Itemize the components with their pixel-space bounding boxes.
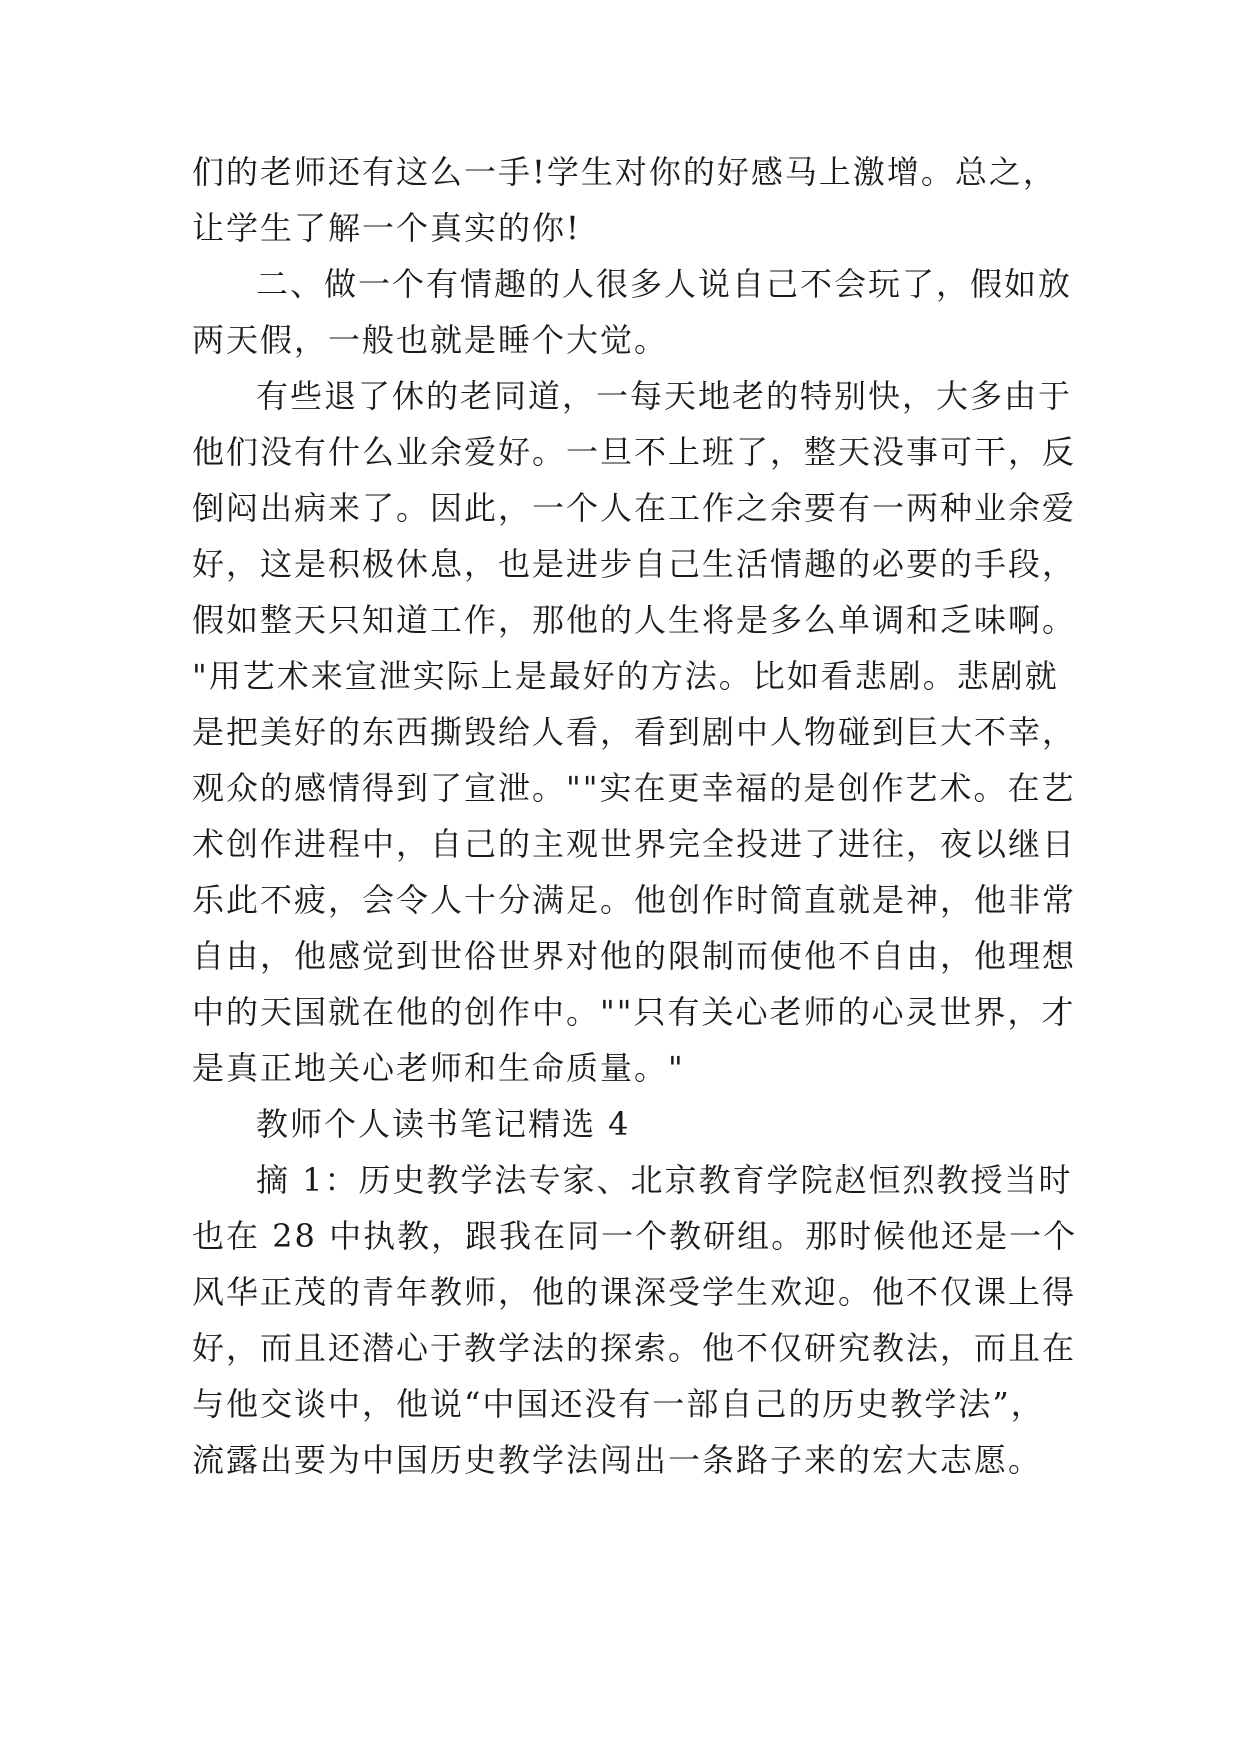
text-line: 是真正地关心老师和生命质量。" <box>192 1049 685 1087</box>
text-line: 好，这是积极休息，也是进步自己生活情趣的必要的手段， <box>192 545 1077 583</box>
text-line: 两天假，一般也就是睡个大觉。 <box>192 321 669 359</box>
text-line: "用艺术来宣泄实际上是最好的方法。比如看悲剧。悲剧就 <box>192 657 1059 695</box>
text-line: 假如整天只知道工作，那他的人生将是多么单调和乏味啊。 <box>192 601 1077 639</box>
text-line: 流露出要为中国历史教学法闯出一条路子来的宏大志愿。 <box>192 1441 1043 1479</box>
text-line: 好，而且还潜心于教学法的探索。他不仅研究教法，而且在 <box>192 1329 1077 1367</box>
text-line: 倒闷出病来了。因此，一个人在工作之余要有一两种业余爱 <box>192 489 1077 527</box>
text-line: 们的老师还有这么一手!学生对你的好感马上激增。总之， <box>192 153 1057 191</box>
text-line: 风华正茂的青年教师，他的课深受学生欢迎。他不仅课上得 <box>192 1273 1077 1311</box>
paragraph-start-line: 二、做一个有情趣的人很多人说自己不会玩了，假如放 <box>256 265 1073 303</box>
paragraph-start-line: 有些退了休的老同道，一每天地老的特别快，大多由于 <box>256 377 1073 415</box>
text-line: 是把美好的东西撕毁给人看，看到剧中人物碰到巨大不幸， <box>192 713 1077 751</box>
text-line: 让学生了解一个真实的你! <box>192 209 581 247</box>
text-line: 观众的感情得到了宣泄。""实在更幸福的是创作艺术。在艺 <box>192 769 1076 807</box>
text-line: 中的天国就在他的创作中。""只有关心老师的心灵世界，才 <box>192 993 1076 1031</box>
text-line: 他们没有什么业余爱好。一旦不上班了，整天没事可干，反 <box>192 433 1077 471</box>
text-line: 也在 28 中执教，跟我在同一个教研组。那时候他还是一个 <box>192 1217 1078 1255</box>
paragraph-start-line: 摘 1：历史教学法专家、北京教育学院赵恒烈教授当时 <box>256 1161 1073 1199</box>
text-line: 自由，他感觉到世俗世界对他的限制而使他不自由，他理想 <box>192 937 1077 975</box>
text-line: 乐此不疲，会令人十分满足。他创作时简直就是神，他非常 <box>192 881 1077 919</box>
text-line: 术创作进程中，自己的主观世界完全投进了进往，夜以继日 <box>192 825 1077 863</box>
section-heading: 教师个人读书笔记精选 4 <box>256 1105 631 1143</box>
text-line: 与他交谈中，他说“中国还没有一部自己的历史教学法”， <box>192 1385 1045 1423</box>
